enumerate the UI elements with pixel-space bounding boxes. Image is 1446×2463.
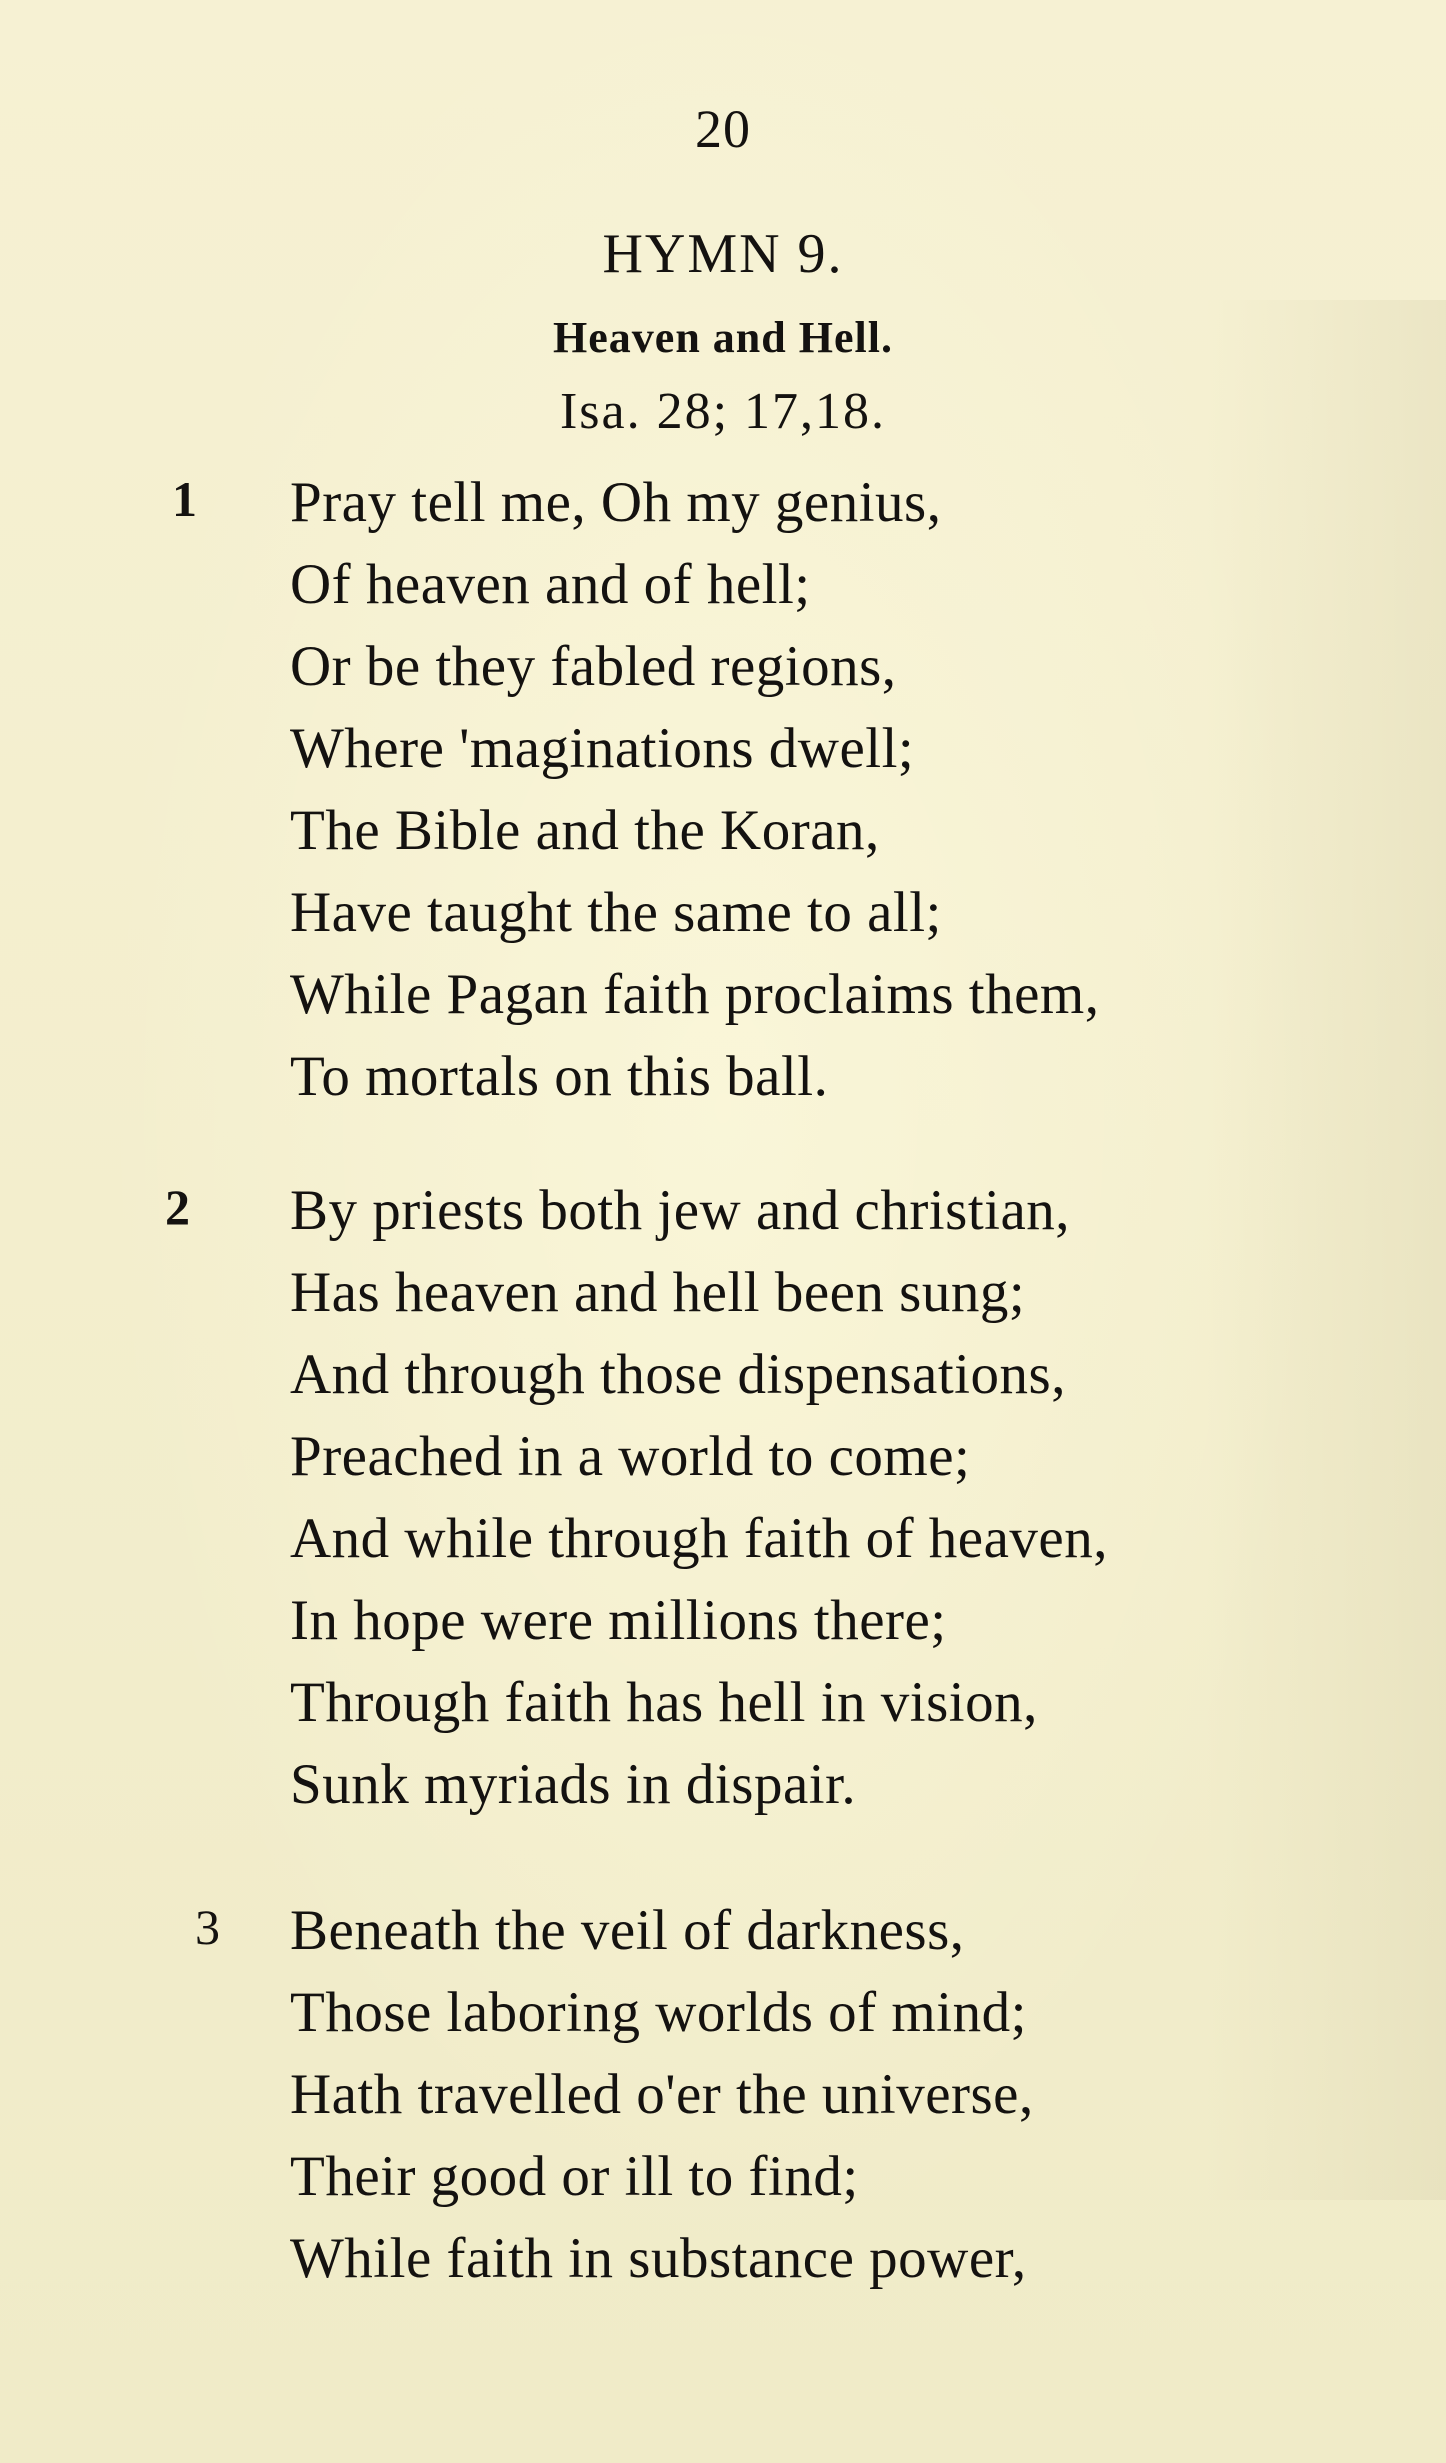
verse-line: Of heaven and of hell;	[290, 553, 811, 616]
verse-line: Have taught the same to all;	[290, 881, 942, 944]
stanza-number: 1	[172, 471, 197, 527]
stanza-lines	[290, 1890, 1410, 2300]
verse-line: And through those dispensations,	[290, 1343, 1066, 1406]
hymn-title: HYMN 9.	[602, 223, 844, 285]
verse-line: And while through faith of heaven,	[290, 1507, 1108, 1570]
verse-line: While faith in substance power,	[290, 2227, 1027, 2290]
verse-line: Hath travelled o'er the universe,	[290, 2063, 1034, 2126]
verse-line: Where 'maginations dwell;	[290, 717, 915, 780]
verse-line: Their good or ill to find;	[290, 2145, 859, 2208]
stanza-number: 3	[195, 1899, 220, 1955]
verse-line: In hope were millions there;	[290, 1589, 947, 1652]
verse-line: Has heaven and hell been sung;	[290, 1261, 1026, 1324]
verse-line: Or be they fabled regions,	[290, 635, 897, 698]
stanza-number: 2	[165, 1179, 190, 1235]
verse-line: Beneath the veil of darkness,	[290, 1899, 965, 1962]
page-number: 20	[695, 99, 751, 159]
verse-line: Pray tell me, Oh my genius,	[290, 471, 942, 534]
hymn-subtitle: Heaven and Hell.	[553, 313, 893, 362]
verse-line: Sunk myriads in dispair.	[290, 1753, 857, 1816]
scripture-reference: Isa. 28; 17,18.	[559, 383, 887, 440]
verse-line: Through faith has hell in vision,	[290, 1671, 1038, 1734]
verse-line: By priests both jew and christian,	[290, 1179, 1071, 1242]
verse-line: To mortals on this ball.	[290, 1045, 829, 1108]
verse-line: The Bible and the Koran,	[290, 799, 880, 862]
stanza-lines	[290, 1170, 1410, 1826]
verse-line: Preached in a world to come;	[290, 1425, 971, 1488]
verse-line: Those laboring worlds of mind;	[290, 1981, 1027, 2044]
stanza-lines	[290, 462, 1410, 1118]
verse-line: While Pagan faith proclaims them,	[290, 963, 1100, 1026]
